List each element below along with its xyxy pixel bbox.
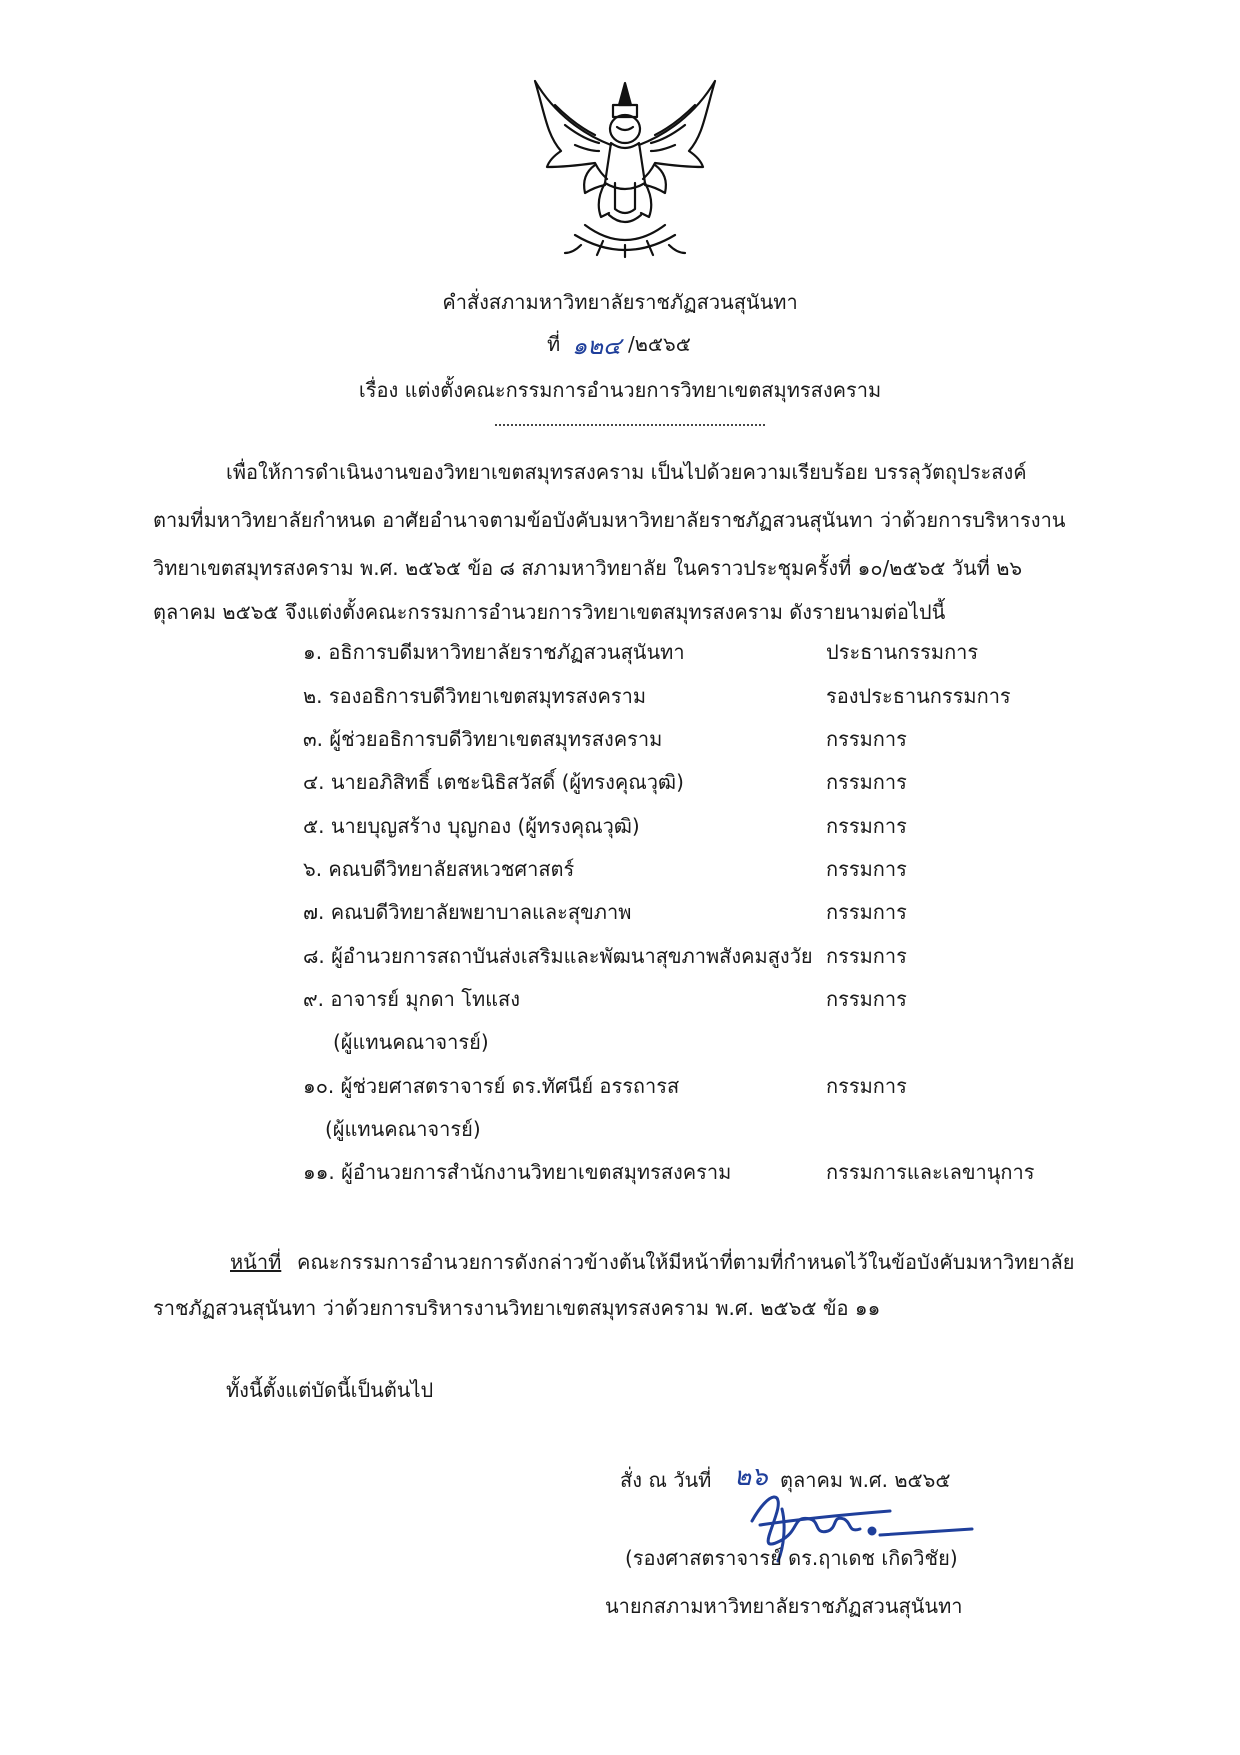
- garuda-emblem-icon: [525, 75, 725, 260]
- member-name: ๘. ผู้อำนวยการสถาบันส่งเสริมและพัฒนาสุขภาพสังคมสูงวัย: [303, 944, 813, 968]
- member-role: กรรมการ: [826, 814, 907, 838]
- order-title: คำสั่งสภามหาวิทยาลัยราชภัฏสวนสุนันทา: [442, 290, 798, 314]
- order-subject: เรื่อง แต่งตั้งคณะกรรมการอำนวยการวิทยาเขตสมุทรสงคราม: [358, 378, 882, 402]
- member-sub: (ผู้แทนคณาจารย์): [333, 1030, 489, 1054]
- member-name: ๓. ผู้ช่วยอธิการบดีวิทยาเขตสมุทรสงคราม: [303, 727, 663, 751]
- member-name: ๙. อาจารย์ มุกดา โทแสง: [303, 987, 521, 1011]
- member-name: ๑๑. ผู้อำนวยการสำนักงานวิทยาเขตสมุทรสงคราม: [303, 1160, 732, 1184]
- signer-title: นายกสภามหาวิทยาลัยราชภัฏสวนสุนันทา: [605, 1594, 963, 1618]
- member-name: ๑๐. ผู้ช่วยศาสตราจารย์ ดร.ทัศนีย์ อรรถารส: [303, 1074, 680, 1098]
- duty-label: หน้าที่: [230, 1250, 282, 1274]
- order-number-year: /๒๕๖๕: [628, 332, 691, 356]
- member-sub: (ผู้แทนคณาจารย์): [325, 1117, 481, 1141]
- member-name: ๑. อธิการบดีมหาวิทยาลัยราชภัฏสวนสุนันทา: [303, 640, 685, 664]
- signer-name: (รองศาสตราจารย์ ดร.ฤาเดช เกิดวิชัย): [625, 1546, 958, 1570]
- member-role: กรรมการ: [826, 900, 907, 924]
- duty-line: ราชภัฏสวนสุนันทา ว่าด้วยการบริหารงานวิทยาเขตสมุทรสงคราม พ.ศ. ๒๕๖๕ ข้อ ๑๑: [153, 1296, 881, 1320]
- member-role: ประธานกรรมการ: [826, 640, 979, 664]
- member-role: กรรมการ: [826, 987, 907, 1011]
- member-name: ๖. คณบดีวิทยาลัยสหเวชศาสตร์: [303, 857, 575, 881]
- member-role: รองประธานกรรมการ: [826, 684, 1011, 708]
- member-role: กรรมการ: [826, 727, 907, 751]
- effective-statement: ทั้งนี้ตั้งแต่บัดนี้เป็นต้นไป: [226, 1378, 434, 1402]
- paragraph-line: วิทยาเขตสมุทรสงคราม พ.ศ. ๒๕๖๕ ข้อ ๘ สภามหาวิทยาลัย ในคราวประชุมครั้งที่ ๑๐/๒๕๖๕ วันที่ ๒๖: [153, 556, 1023, 580]
- member-role: กรรมการ: [826, 770, 907, 794]
- member-name: ๕. นายบุญสร้าง บุญกอง (ผู้ทรงคุณวุฒิ): [303, 814, 640, 838]
- paragraph-line: ตามที่มหาวิทยาลัยกำหนด อาศัยอำนาจตามข้อบังคับมหาวิทยาลัยราชภัฏสวนสุนันทา ว่าด้วยการบริหารงาน: [153, 508, 1066, 532]
- date-rest: ตุลาคม พ.ศ. ๒๕๖๕: [780, 1468, 951, 1492]
- member-role: กรรมการและเลขานุการ: [826, 1160, 1035, 1184]
- date-prefix: สั่ง ณ วันที่: [620, 1468, 712, 1492]
- order-number-handwritten: ๑๒๔: [572, 332, 622, 360]
- member-role: กรรมการ: [826, 1074, 907, 1098]
- paragraph-line: เพื่อให้การดำเนินงานของวิทยาเขตสมุทรสงคราม เป็นไปด้วยความเรียบร้อย บรรลุวัตถุประสงค์: [226, 460, 1027, 484]
- order-number-prefix: ที่: [547, 332, 561, 356]
- member-role: กรรมการ: [826, 857, 907, 881]
- date-day-handwritten: ๒๖: [734, 1462, 768, 1492]
- divider: [495, 424, 765, 426]
- paragraph-line: ตุลาคม ๒๕๖๕ จึงแต่งตั้งคณะกรรมการอำนวยการวิทยาเขตสมุทรสงคราม ดังรายนามต่อไปนี้: [153, 600, 946, 624]
- duty-line: คณะกรรมการอำนวยการดังกล่าวข้างต้นให้มีหน้าที่ตามที่กำหนดไว้ในข้อบังคับมหาวิทยาลัย: [297, 1250, 1075, 1274]
- member-name: ๒. รองอธิการบดีวิทยาเขตสมุทรสงคราม: [303, 684, 647, 708]
- member-name: ๗. คณบดีวิทยาลัยพยาบาลและสุขภาพ: [303, 900, 632, 924]
- member-role: กรรมการ: [826, 944, 907, 968]
- member-name: ๔. นายอภิสิทธิ์ เตชะนิธิสวัสดิ์ (ผู้ทรงคุณวุฒิ): [303, 770, 684, 794]
